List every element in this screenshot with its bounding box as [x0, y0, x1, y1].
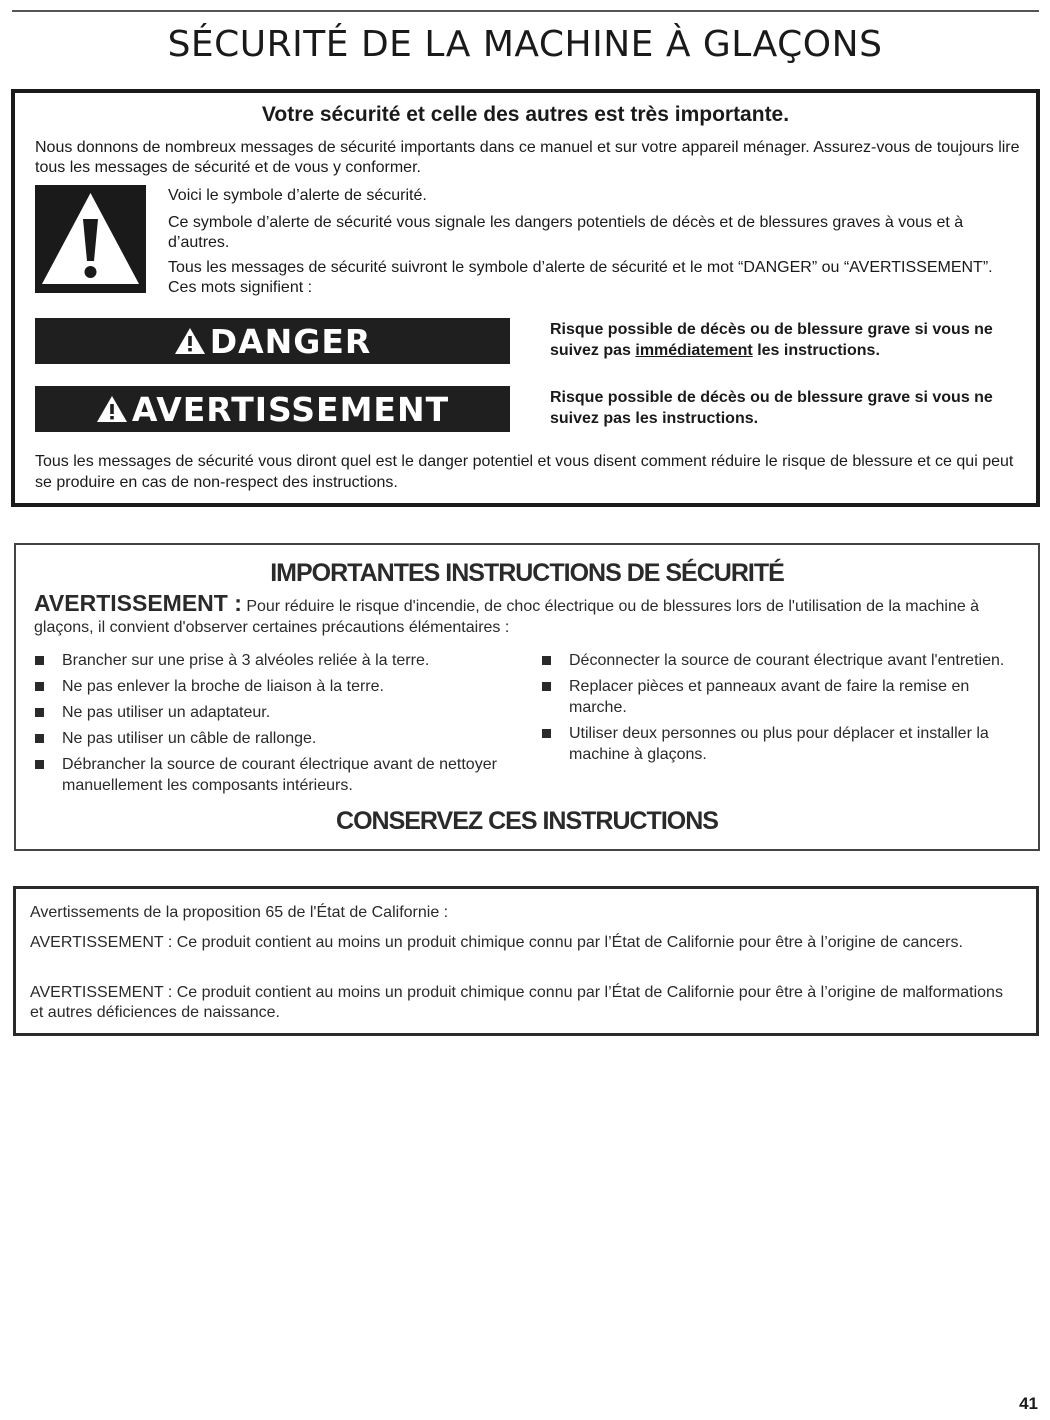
safety-alert-box [11, 89, 1040, 507]
list-item [541, 650, 1011, 671]
prop65-warning-2: AVERTISSEMENT : Ce produit contient au moins un produit chimique connu par l’État de Californie pour être à l’origine de malformations et autres déficiences de naissance. [30, 984, 1003, 1021]
symbol-line-1: Voici le symbole d’alerte de sécurité. [168, 187, 427, 204]
danger-banner [35, 318, 510, 364]
list-item [541, 676, 1011, 718]
list-item-text: Ne pas enlever la broche de liaison à la terre. [62, 678, 384, 695]
list-item [34, 676, 504, 697]
symbol-line-2: Ce symbole d’alerte de sécurité vous signale les dangers potentiels de décès et de blessures graves à vous et à d’autres. [168, 214, 964, 251]
page-title: SÉCURITÉ DE LA MACHINE À GLAÇONS [167, 24, 883, 65]
list-item [34, 702, 504, 723]
symbol-line-3: Tous les messages de sécurité suivront le symbole d’alerte de sécurité et le mot “DANGER” ou “AVERTISSEMENT”. Ces mots signifient : [168, 259, 993, 296]
page-number: 41 [1019, 1394, 1038, 1413]
list-item-text: Ne pas utiliser un adaptateur. [62, 704, 271, 721]
warning-label: AVERTISSEMENT [131, 389, 450, 429]
danger-alert-icon [174, 327, 206, 355]
list-item [34, 728, 504, 749]
prop65-warning-1: AVERTISSEMENT : Ce produit contient au moins un produit chimique connu par l’État de Californie pour être à l’origine de cancers. [30, 934, 963, 951]
instructions-footer: CONSERVEZ CES INSTRUCTIONS [336, 807, 718, 835]
square-bullet-icon [35, 656, 44, 665]
square-bullet-icon [542, 729, 551, 738]
alert-triangle-icon [35, 185, 146, 293]
warning-description: Risque possible de décès ou de blessure grave si vous ne suivez pas les instructions. [550, 389, 993, 427]
prop65-box [13, 886, 1039, 1036]
prop65-title: Avertissements de la proposition 65 de l'État de Californie : [30, 904, 449, 921]
warning-banner [35, 386, 510, 432]
list-item [34, 754, 504, 796]
danger-label: DANGER [209, 321, 372, 361]
danger-desc-before: Risque possible de décès ou de blessure grave si vous ne suivez pas [550, 321, 993, 359]
danger-desc-emphasis: immédiatement [635, 342, 753, 359]
instructions-warning-text: Pour réduire le risque d'incendie, de choc électrique ou de blessures lors de l'utilisation de la machine à glaçons, il convient d'observer certaines précautions élémentaires : [34, 598, 980, 636]
square-bullet-icon [542, 682, 551, 691]
safety-outro: Tous les messages de sécurité vous diront quel est le danger potentiel et vous disent comment réduire le risque de blessure et ce qui peut se produire en cas de non-respect des instructions. [35, 453, 1014, 491]
important-instructions-box [14, 543, 1040, 851]
instructions-warning [34, 590, 1024, 638]
list-item [34, 650, 504, 671]
square-bullet-icon [35, 708, 44, 717]
square-bullet-icon [35, 682, 44, 691]
instructions-list-left [34, 650, 504, 801]
list-item-text: Replacer pièces et panneaux avant de faire la remise en marche. [569, 678, 970, 716]
square-bullet-icon [35, 760, 44, 769]
top-rule [12, 10, 1039, 12]
safety-heading: Votre sécurité et celle des autres est très importante. [261, 103, 790, 126]
instructions-list-right [541, 650, 1011, 770]
list-item-text: Brancher sur une prise à 3 alvéoles reliée à la terre. [62, 652, 430, 669]
safety-intro: Nous donnons de nombreux messages de sécurité importants dans ce manuel et sur votre appareil ménager. Assurez-vous de toujours lire tous les messages de sécurité et de vous y conformer. [35, 139, 1020, 176]
square-bullet-icon [542, 656, 551, 665]
instructions-heading: IMPORTANTES INSTRUCTIONS DE SÉCURITÉ [270, 559, 784, 587]
danger-description [550, 319, 1030, 361]
list-item-text: Ne pas utiliser un câble de rallonge. [62, 730, 317, 747]
square-bullet-icon [35, 734, 44, 743]
danger-desc-after: les instructions. [752, 342, 880, 359]
list-item-text: Utiliser deux personnes ou plus pour déplacer et installer la machine à glaçons. [569, 725, 989, 763]
list-item-text: Déconnecter la source de courant électrique avant l'entretien. [569, 652, 1005, 669]
list-item [541, 723, 1011, 765]
warning-alert-icon [96, 395, 128, 423]
list-item-text: Débrancher la source de courant électrique avant de nettoyer manuellement les composants intérieurs. [62, 756, 497, 794]
instructions-warning-label: AVERTISSEMENT : [34, 590, 242, 616]
